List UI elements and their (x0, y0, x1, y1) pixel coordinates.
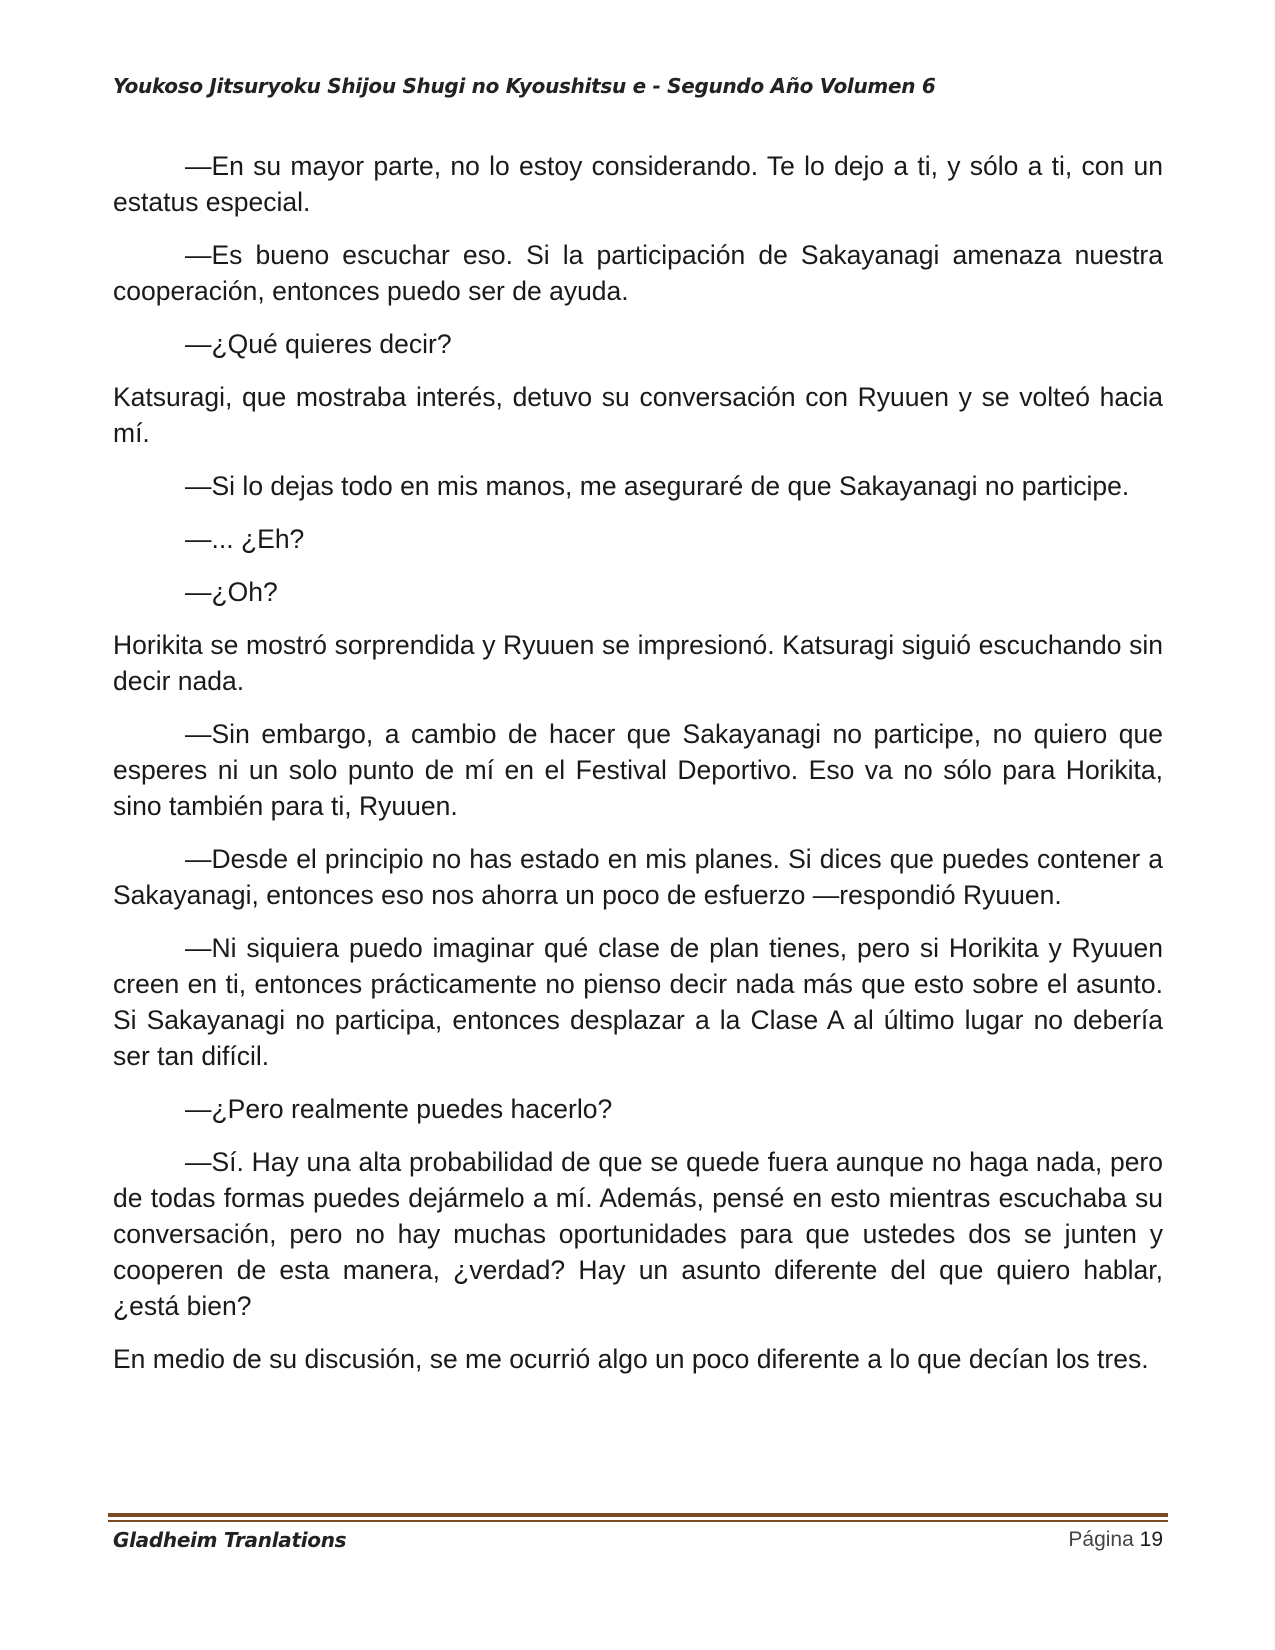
paragraph: En medio de su discusión, se me ocurrió algo un poco diferente a lo que decían los tres. (113, 1344, 1149, 1374)
footer-divider-thin (108, 1520, 1168, 1522)
paragraph: Katsuragi, que mostraba interés, detuvo su conversación con Ryuuen y se volteó hacia mí. (113, 382, 1163, 448)
paragraph: —Si lo dejas todo en mis manos, me aseguraré de que Sakayanagi no participe. (185, 471, 1130, 501)
paragraph: —Sí. Hay una alta probabilidad de que se quede fuera aunque no haga nada, pero de todas formas puedes dejármelo a mí. Además, pensé en esto mientras escuchaba su conversación, pero no hay muchas oportunidades para que ustedes dos se junten y cooperen de esta manera, ¿verdad? Hay un asunto diferente del que quiero hablar, ¿está bien? (113, 1147, 1163, 1321)
paragraph: —En su mayor parte, no lo estoy considerando. Te lo dejo a ti, y sólo a ti, con un estatus especial. (113, 151, 1163, 217)
paragraph: —¿Oh? (185, 577, 278, 607)
footer-translator: Gladheim Tranlations (113, 1528, 347, 1552)
paragraph: —Ni siquiera puedo imaginar qué clase de plan tienes, pero si Horikita y Ryuuen creen en ti, entonces prácticamente no pienso decir nada más que esto sobre el asunto. Si Sakayanagi no participa, entonces desplazar a la Clase A al último lugar no debería ser tan difícil. (113, 933, 1163, 1071)
page-header-title: Youkoso Jitsuryoku Shijou Shugi no Kyoushitsu e - Segundo Año Volumen 6 (113, 74, 936, 98)
footer-divider (108, 1513, 1168, 1517)
paragraph: —Es bueno escuchar eso. Si la participación de Sakayanagi amenaza nuestra cooperación, entonces puedo ser de ayuda. (113, 240, 1163, 306)
paragraph: —Desde el principio no has estado en mis planes. Si dices que puedes contener a Sakayanagi, entonces eso nos ahorra un poco de esfuerzo —respondió Ryuuen. (113, 844, 1163, 910)
paragraph: —... ¿Eh? (185, 524, 305, 554)
page-label: Página (1068, 1528, 1134, 1551)
paragraph: —Sin embargo, a cambio de hacer que Sakayanagi no participe, no quiero que esperes ni un solo punto de mí en el Festival Deportivo. Eso va no sólo para Horikita, sino también para ti, Ryuuen. (113, 719, 1163, 821)
paragraph: —¿Pero realmente puedes hacerlo? (185, 1094, 613, 1124)
footer-page-number (1068, 1528, 1163, 1552)
page-body (113, 148, 1163, 1394)
paragraph: Horikita se mostró sorprendida y Ryuuen se impresionó. Katsuragi siguió escuchando sin decir nada. (113, 630, 1163, 696)
paragraph: —¿Qué quieres decir? (185, 329, 452, 359)
page-number: 19 (1139, 1528, 1163, 1551)
